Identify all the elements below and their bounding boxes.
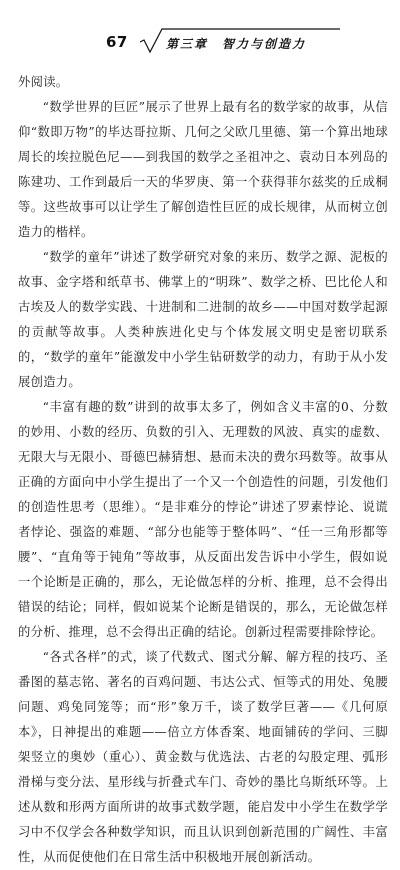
running-header [98,30,338,56]
paragraph: “数学世界的巨匠”展示了世界上最有名的数学家的故事，从信仰“数即万物”的毕达哥拉斯、几何之父欧几里德、第一个算出地球周长的埃拉脱色尼——到我国的数学之圣祖冲之、袁动日本列岛的陈建功、工作到最后一天的华罗庚、第一个获得菲尔兹奖的丘成桐等。这些故事可以让学生了解创造性巨匠的成长规律，从而树立创造力的楷样。 [18,100,388,239]
paragraph: “数学的童年”讲述了数学研究对象的来历、数学之源、泥板的故事、金字塔和纸草书、佛掌上的“明珠”、数学之桥、巴比伦人和古埃及人的数学实践、十进制和二进制的故乡——中国对数学起源的贡献等故事。人类种族进化史与个体发展文明史是密切联系的，“数学的童年”能激发中小学生钻研数学的动力，有助于从小发展创造力。 [18,250,388,389]
paragraph: 外阅读。 [18,75,69,89]
paragraph: “丰富有趣的数”讲到的故事太多了，例如含义丰富的0、分数的妙用、小数的经历、负数的引入、无理数的风波、真实的虚数、无限大与无限小、哥德巴赫猜想、悬而未决的费尔玛数等。故事从正确的方面向中小学生提出了一个又一个创造性的问题，引发他们的创造性思考（思维）。“是非难分的悖论”讲述了罗素悖论、说谎者悖论、强盗的难题、“部分也能等于整体吗”、“任一三角形都等腰”、“直角等于钝角”等故事，从反面出发告诉中小学生，假如说一个论断是正确的，那么，无论做怎样的分析、推理，总不会得出错误的结论；同样，假如说某个论断是错误的，那么，无论做怎样的分析、推理，总不会得出正确的结论。创新过程需要排除悖论。 [18,400,388,639]
body-text [18,70,388,870]
page-number: 67 [106,33,128,51]
paragraph: “各式各样”的式，谈了代数式、图式分解、解方程的技巧、圣番图的墓志铭、著名的百鸡问题、韦达公式、恒等式的用处、兔腰问题、鸡兔同笼等；而“形”象万千，谈了数学巨著——《几何原本》，日神提出的难题——倍立方体香案、地面铺砖的学问、三脚架竖立的奥妙（重心）、黄金数与优选法、古老的勾股定理、弧形滑梯与变分法、星形线与折叠式车门、奇妙的墨比乌斯纸环等。上述从数和形两方面所讲的故事式数学题，能启发中小学生在数学学习中不仅学会各种数学知识，而且认识到创新范围的广阔性、丰富性，从而促使他们在日常生活中积极地开展创新活动。 [18,650,388,864]
chapter-title: 第三章 智力与创造力 [166,37,307,51]
